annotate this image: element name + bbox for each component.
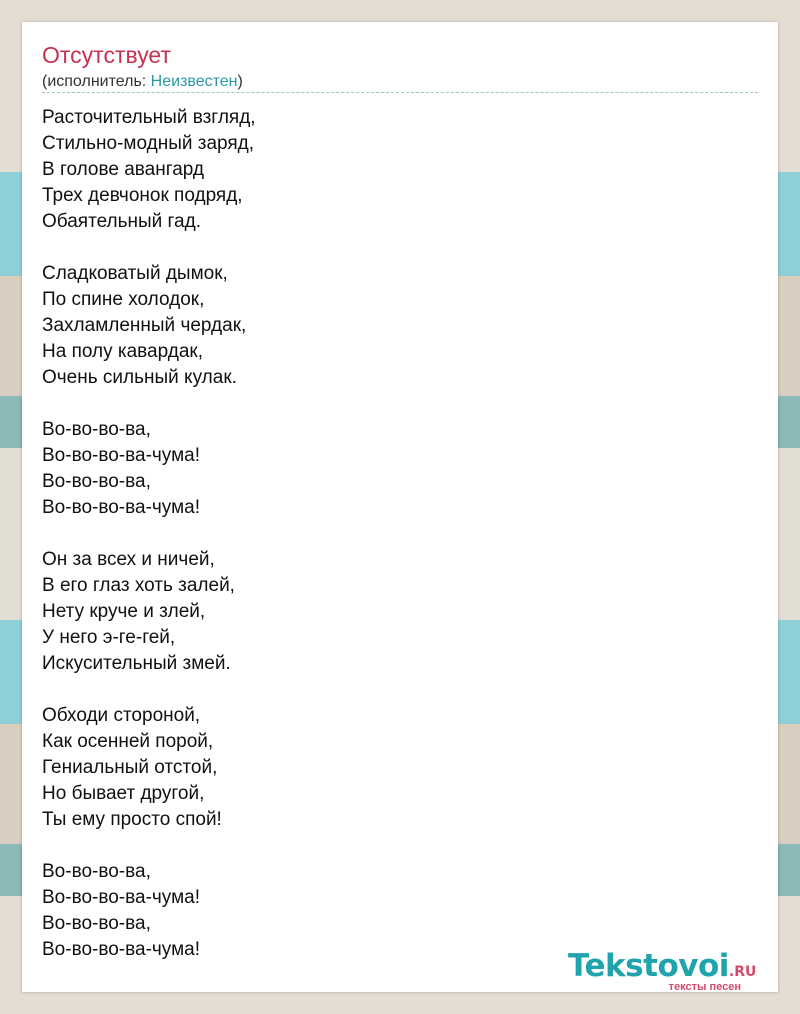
lyric-line: Во-во-во-ва, [42, 861, 151, 882]
lyric-line: Как осенней порой, [42, 731, 214, 752]
lyric-line: Обаятельный гад. [42, 211, 201, 232]
lyric-line: Ты ему просто спой! [42, 809, 222, 830]
lyric-line: Трех девчонок подряд, [42, 185, 243, 206]
stanza [42, 417, 256, 521]
stanza [42, 547, 256, 677]
song-title: Отсутствует [42, 42, 171, 68]
lyric-line: Очень сильный кулак. [42, 367, 237, 388]
performer-line [42, 73, 243, 91]
stanza [42, 105, 256, 235]
lyric-line: В голове авангард [42, 159, 205, 180]
lyric-line: Расточительный взгляд, [42, 107, 256, 128]
logo-name: Tekstovoi [568, 948, 729, 984]
divider [42, 92, 758, 93]
lyric-line: На полу кавардак, [42, 341, 203, 362]
performer-link[interactable]: Неизвестен [150, 73, 238, 90]
lyric-line: Гениальный отстой, [42, 757, 218, 778]
lyric-line: Захламленный чердак, [42, 315, 247, 336]
lyric-line: Во-во-во-ва, [42, 913, 151, 934]
lyric-line: Он за всех и ничей, [42, 549, 215, 570]
lyrics-text [42, 105, 256, 989]
stanza [42, 703, 256, 833]
lyric-line: Во-во-во-ва, [42, 419, 151, 440]
lyric-line: Во-во-во-ва-чума! [42, 497, 200, 518]
lyric-line: Сладковатый дымок, [42, 263, 228, 284]
lyric-line: Стильно-модный заряд, [42, 133, 255, 154]
stanza [42, 261, 256, 391]
site-logo[interactable] [568, 948, 768, 992]
lyric-line: Искусительный змей. [42, 653, 231, 674]
lyric-line: Нету круче и злей, [42, 601, 206, 622]
stanza [42, 859, 256, 963]
lyric-line: По спине холодок, [42, 289, 205, 310]
lyric-line: Но бывает другой, [42, 783, 205, 804]
performer-suffix: ) [237, 73, 243, 90]
logo-wordmark [568, 948, 756, 984]
lyric-line: Во-во-во-ва, [42, 471, 151, 492]
lyric-line: Во-во-во-ва-чума! [42, 887, 200, 908]
logo-tld: .RU [728, 964, 757, 980]
lyric-line: У него э-ге-гей, [42, 627, 176, 648]
logo-tagline: тексты песен [668, 981, 741, 993]
performer-prefix: (исполнитель: [42, 73, 151, 90]
lyrics-card [22, 22, 778, 992]
lyric-line: В его глаз хоть залей, [42, 575, 235, 596]
lyric-line: Во-во-во-ва-чума! [42, 939, 200, 960]
lyric-line: Во-во-во-ва-чума! [42, 445, 200, 466]
lyric-line: Обходи стороной, [42, 705, 201, 726]
